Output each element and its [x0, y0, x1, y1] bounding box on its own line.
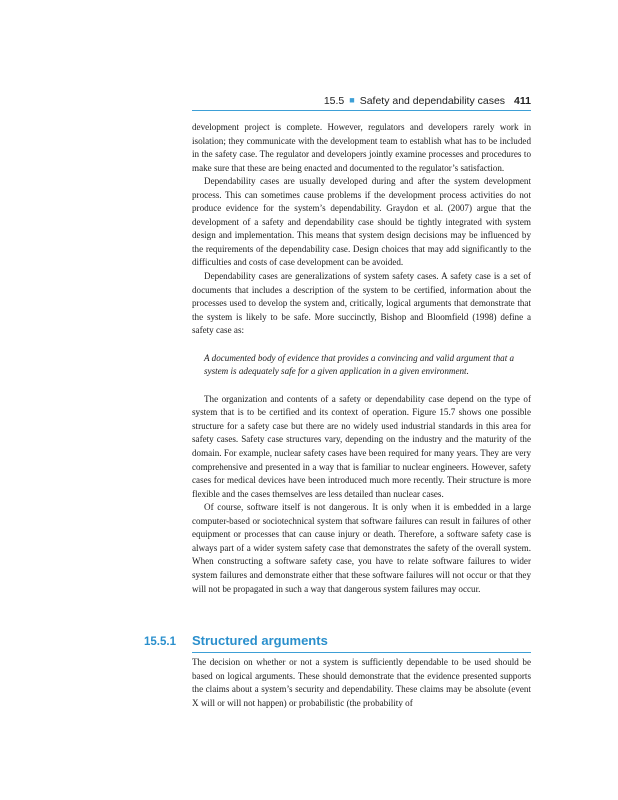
subsection-title: Structured arguments: [192, 633, 328, 648]
paragraph: Dependability cases are usually developed during and after the system development process. This can sometimes cause problems if the development process activities do not produce evidence for the system’s dependability. Graydon et al. (2007) argue that the development of a safety and dependability case should be tightly integrated with system design and implementation. This means that system design decisions may be influenced by the requirements of the dependability case. Design choices that may add significantly to the difficulties and costs of case development can be avoided.: [192, 176, 531, 268]
header-separator-icon: ■: [349, 95, 355, 105]
header-rule: [192, 110, 531, 111]
paragraph: Of course, software itself is not dangerous. It is only when it is embedded in a large computer-based or sociotechnical system that software failures can result in failures of other equipment or processes that can cause injury or death. Therefore, a software safety case is always part of a wider system safety case that demonstrates the safety of the overall system. When constructing a software safety case, you have to relate software failures to wider system failures and demonstrate either that these software failures will not occur or that they will not be propagated in such a way that dangerous system failures may occur.: [192, 502, 531, 594]
main-text: [192, 121, 531, 596]
subsection-paragraph: The decision on whether or not a system is sufficiently dependable to be used should be based on logical arguments. These should demonstrate that the evidence presented supports the claims about a system’s security and dependability. These claims may be absolute (event X will or will not happen) or probabilistic (the probability of: [192, 657, 531, 708]
page-number: 411: [514, 95, 531, 107]
subsection-rule: [192, 652, 531, 653]
paragraph: The organization and contents of a safety or dependability case depend on the type of system that is to be certified and its context of operation. Figure 15.7 shows one possible structure for a safety case but there are no widely used industrial standards in this area for safety cases. Safety case structures vary, depending on the industry and the maturity of the domain. For example, nuclear safety cases have been required for many years. They are very comprehensive and presented in a way that is familiar to nuclear engineers. However, safety cases for medical devices have been introduced much more recently. Their structure is more flexible and the cases themselves are less detailed than nuclear cases.: [192, 393, 531, 499]
header-section-title: Safety and dependability cases: [359, 95, 506, 107]
running-header: [0, 95, 531, 107]
block-quote: A documented body of evidence that provides a convincing and valid argument that a system is adequately safe for a given application in a given environment.: [204, 352, 515, 377]
paragraph: development project is complete. However, regulators and developers rarely work in isolation; they communicate with the development team to establish what has to be included in the safety case. The regulator and developers jointly examine processes and procedures to make sure that these are being enacted and documented to the regulator’s satisfaction.: [192, 122, 531, 173]
paragraph: Dependability cases are generalizations of system safety cases. A safety case is a set of documents that includes a description of the system to be certified, information about the processes used to develop the system and, critically, logical arguments that demonstrate that the system is likely to be safe. More succinctly, Bishop and Bloomfield (1998) define a safety case as:: [192, 271, 531, 336]
header-section-number: 15.5: [323, 95, 345, 107]
subsection-number: 15.5.1: [144, 636, 176, 648]
